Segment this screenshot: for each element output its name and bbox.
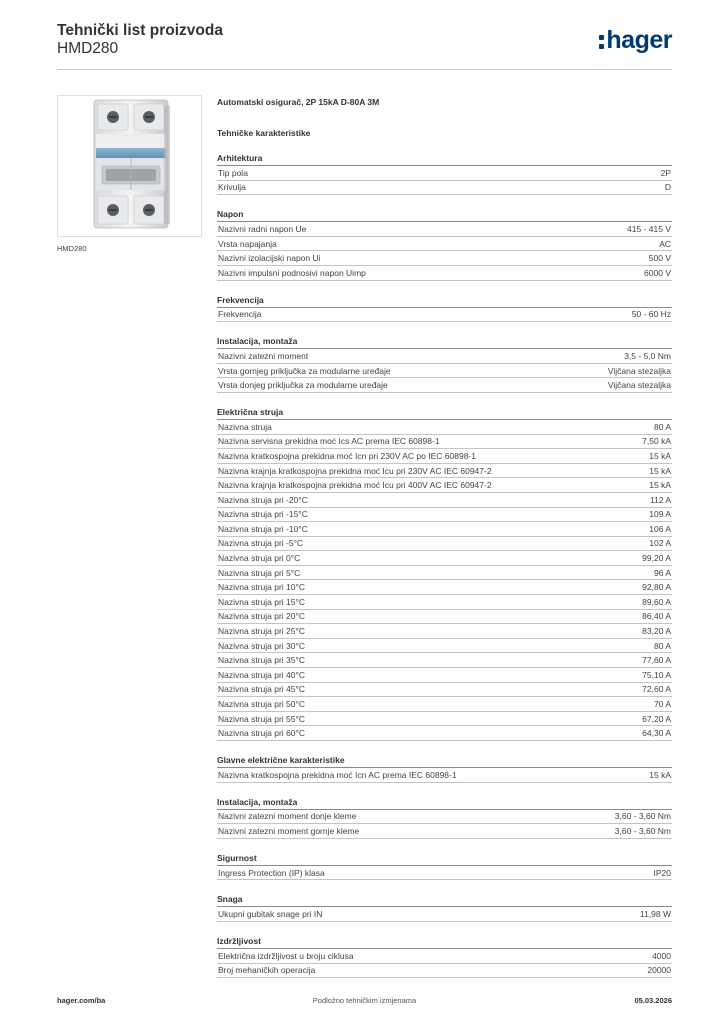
spec-row bbox=[217, 683, 672, 698]
spec-label: Nazivni radni napon Ue bbox=[218, 223, 307, 234]
spec-label: Nazivna struja pri 20°C bbox=[218, 611, 306, 622]
spec-row bbox=[217, 251, 672, 266]
spec-label: Nazivna struja pri 40°C bbox=[218, 669, 306, 680]
spec-row bbox=[217, 308, 672, 323]
spec-value: 102 A bbox=[649, 538, 671, 549]
spec-value: 4000 bbox=[652, 950, 671, 961]
page-footer bbox=[57, 996, 672, 1008]
spec-label: Nazivna struja pri -20°C bbox=[218, 494, 308, 505]
spec-label: Nazivna struja pri 0°C bbox=[218, 553, 301, 564]
spec-value: 96 A bbox=[653, 567, 671, 578]
spec-section bbox=[217, 294, 672, 323]
spec-section bbox=[217, 796, 672, 839]
spec-row bbox=[217, 266, 672, 281]
spec-row bbox=[217, 166, 672, 181]
spec-label: Električna izdržljivost u broju ciklusa bbox=[218, 950, 354, 961]
spec-row bbox=[217, 435, 672, 450]
spec-label: Nazivna struja pri 15°C bbox=[218, 596, 306, 607]
spec-row bbox=[217, 349, 672, 364]
spec-value: 50 - 60 Hz bbox=[631, 309, 671, 320]
spec-row bbox=[217, 566, 672, 581]
spec-row bbox=[217, 610, 672, 625]
spec-label: Nazivna krajnja kratkospojna prekidna moć Icu pri 400V AC IEC 60947-2 bbox=[218, 480, 492, 491]
spec-label: Vrsta gornjeg priključka za modularne uređaje bbox=[218, 365, 391, 376]
spec-value: 112 A bbox=[649, 494, 671, 505]
section-title: Napon bbox=[217, 208, 672, 222]
spec-label: Vrsta donjeg priključka za modularne uređaje bbox=[218, 380, 388, 391]
spec-value: 77,60 A bbox=[642, 655, 671, 666]
spec-value: 89,60 A bbox=[642, 596, 671, 607]
spec-value: 70 A bbox=[653, 699, 671, 710]
spec-section bbox=[217, 152, 672, 195]
spec-label: Nazivna struja pri 45°C bbox=[218, 684, 306, 695]
spec-row bbox=[217, 222, 672, 237]
spec-value: AC bbox=[659, 238, 671, 249]
spec-label: Nazivna servisna prekidna moć Ics AC prema IEC 60898-1 bbox=[218, 436, 440, 447]
footer-date: 05.03.2026 bbox=[634, 996, 672, 1005]
spec-row bbox=[217, 712, 672, 727]
footer-disclaimer: Podložno tehničkim izmjenama bbox=[312, 996, 417, 1005]
spec-value: 80 A bbox=[653, 640, 671, 651]
spec-label: Nazivna struja pri 50°C bbox=[218, 699, 306, 710]
spec-value: 3,60 - 3,60 Nm bbox=[614, 811, 671, 822]
spec-value: 2P bbox=[660, 167, 671, 178]
spec-value: 86,40 A bbox=[642, 611, 671, 622]
spec-value: 7,50 kA bbox=[642, 436, 671, 447]
spec-label: Ukupni gubitak snage pri IN bbox=[218, 909, 323, 920]
spec-row bbox=[217, 464, 672, 479]
spec-value: Vijčana stezaljka bbox=[607, 380, 671, 391]
document-title: Tehnički list proizvoda bbox=[57, 22, 223, 39]
spec-label: Nazivna struja pri -15°C bbox=[218, 509, 308, 520]
spec-row bbox=[217, 478, 672, 493]
spec-value: 106 A bbox=[649, 523, 671, 534]
spec-section bbox=[217, 852, 672, 881]
product-image bbox=[57, 95, 202, 237]
spec-value: 15 kA bbox=[649, 450, 671, 461]
spec-label: Nazivna struja pri 60°C bbox=[218, 728, 306, 739]
spec-value: 500 V bbox=[648, 253, 671, 264]
spec-row bbox=[217, 580, 672, 595]
logo-dots-icon bbox=[599, 35, 604, 49]
spec-label: Ingress Protection (IP) klasa bbox=[218, 867, 325, 878]
spec-row bbox=[217, 949, 672, 964]
spec-row bbox=[217, 364, 672, 379]
spec-label: Krivulja bbox=[218, 182, 246, 193]
spec-label: Nazivna struja pri 10°C bbox=[218, 582, 306, 593]
spec-row bbox=[217, 237, 672, 252]
spec-label: Nazivna struja bbox=[218, 421, 272, 432]
spec-row bbox=[217, 595, 672, 610]
spec-value: 64,30 A bbox=[642, 728, 671, 739]
spec-row bbox=[217, 810, 672, 825]
spec-value: 3,60 - 3,60 Nm bbox=[614, 825, 671, 836]
spec-value: 20000 bbox=[647, 965, 671, 976]
spec-row bbox=[217, 522, 672, 537]
hager-logo bbox=[599, 26, 672, 54]
spec-row bbox=[217, 768, 672, 783]
spec-label: Nazivni izolacijski napon Ui bbox=[218, 253, 321, 264]
spec-label: Nazivni zatezni moment gornje kleme bbox=[218, 825, 360, 836]
spec-label: Nazivna struja pri 25°C bbox=[218, 626, 306, 637]
spec-sections bbox=[217, 152, 672, 978]
spec-value: Vijčana stezaljka bbox=[607, 365, 671, 376]
section-title: Frekvencija bbox=[217, 294, 672, 308]
spec-row bbox=[217, 449, 672, 464]
spec-row bbox=[217, 537, 672, 552]
spec-label: Nazivna struja pri 55°C bbox=[218, 713, 306, 724]
spec-value: 75,10 A bbox=[642, 669, 671, 680]
spec-label: Nazivna kratkospojna prekidna moć Icn AC prema IEC 60898-1 bbox=[218, 769, 457, 780]
spec-row bbox=[217, 726, 672, 741]
tech-characteristics-heading: Tehničke karakteristike bbox=[217, 128, 311, 138]
section-title: Instalacija, montaža bbox=[217, 335, 672, 349]
spec-label: Vrsta napajanja bbox=[218, 238, 277, 249]
spec-value: 15 kA bbox=[649, 480, 671, 491]
spec-label: Broj mehaničkih operacija bbox=[218, 965, 316, 976]
spec-value: 11,98 W bbox=[639, 909, 671, 920]
spec-row bbox=[217, 624, 672, 639]
spec-value: D bbox=[664, 182, 671, 193]
circuit-breaker-icon bbox=[58, 96, 201, 236]
spec-row bbox=[217, 420, 672, 435]
spec-row bbox=[217, 824, 672, 839]
section-title: Glavne električne karakteristike bbox=[217, 754, 672, 768]
spec-value: 83,20 A bbox=[642, 626, 671, 637]
spec-value: 15 kA bbox=[649, 465, 671, 476]
spec-value: 109 A bbox=[649, 509, 671, 520]
spec-label: Nazivni zatezni moment bbox=[218, 350, 309, 361]
product-name: Automatski osigurač, 2P 15kA D-80A 3M bbox=[217, 97, 380, 107]
section-title: Snaga bbox=[217, 893, 672, 907]
spec-value: 15 kA bbox=[649, 769, 671, 780]
spec-row bbox=[217, 639, 672, 654]
spec-label: Nazivna kratkospojna prekidna moć Icn pri 230V AC po IEC 60898-1 bbox=[218, 450, 476, 461]
section-title: Sigurnost bbox=[217, 852, 672, 866]
page-header bbox=[57, 22, 672, 68]
spec-section bbox=[217, 754, 672, 783]
spec-section bbox=[217, 208, 672, 280]
spec-content bbox=[217, 97, 672, 978]
spec-section bbox=[217, 406, 672, 741]
header-divider bbox=[57, 69, 672, 70]
spec-value: 6000 V bbox=[644, 267, 671, 278]
spec-row bbox=[217, 907, 672, 922]
spec-value: 3,5 - 5,0 Nm bbox=[624, 350, 671, 361]
spec-row bbox=[217, 551, 672, 566]
spec-value: 92,80 A bbox=[642, 582, 671, 593]
section-title: Izdržljivost bbox=[217, 935, 672, 949]
spec-section bbox=[217, 935, 672, 978]
footer-website: hager.com/ba bbox=[57, 996, 106, 1005]
section-title: Instalacija, montaža bbox=[217, 796, 672, 810]
spec-section bbox=[217, 335, 672, 393]
logo-text: hager bbox=[606, 26, 672, 54]
section-title: Arhitektura bbox=[217, 152, 672, 166]
spec-label: Frekvencija bbox=[218, 309, 262, 320]
spec-value: 80 A bbox=[653, 421, 671, 432]
spec-label: Nazivna krajnja kratkospojna prekidna moć Icu pri 230V AC IEC 60947-2 bbox=[218, 465, 492, 476]
spec-row bbox=[217, 378, 672, 393]
spec-section bbox=[217, 893, 672, 922]
spec-label: Nazivni impulsni podnosivi napon Uimp bbox=[218, 267, 366, 278]
spec-label: Nazivna struja pri 35°C bbox=[218, 655, 306, 666]
spec-value: 99,20 A bbox=[642, 553, 671, 564]
spec-label: Nazivna struja pri -5°C bbox=[218, 538, 304, 549]
spec-value: 67,20 A bbox=[642, 713, 671, 724]
spec-row bbox=[217, 181, 672, 196]
spec-row bbox=[217, 697, 672, 712]
document-subtitle: HMD280 bbox=[57, 40, 119, 57]
section-title: Električna struja bbox=[217, 406, 672, 420]
spec-row bbox=[217, 964, 672, 979]
spec-row bbox=[217, 653, 672, 668]
spec-row bbox=[217, 508, 672, 523]
spec-value: 415 - 415 V bbox=[627, 223, 671, 234]
spec-row bbox=[217, 493, 672, 508]
spec-label: Nazivna struja pri -10°C bbox=[218, 523, 308, 534]
spec-row bbox=[217, 866, 672, 881]
spec-label: Nazivna struja pri 5°C bbox=[218, 567, 301, 578]
spec-label: Nazivni zatezni moment donje kleme bbox=[218, 811, 357, 822]
spec-label: Tip pola bbox=[218, 167, 248, 178]
spec-row bbox=[217, 668, 672, 683]
spec-label: Nazivna struja pri 30°C bbox=[218, 640, 306, 651]
spec-value: IP20 bbox=[653, 867, 671, 878]
spec-value: 72,60 A bbox=[642, 684, 671, 695]
product-image-caption: HMD280 bbox=[57, 244, 87, 253]
